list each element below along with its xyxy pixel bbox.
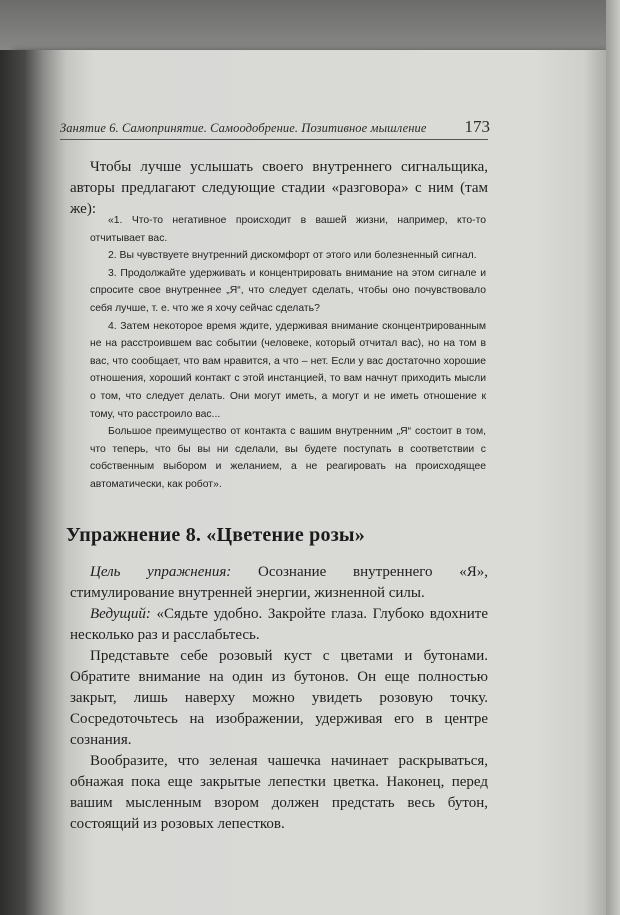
quote-paragraph-1: «1. Что-то негативное происходит в вашей жизни, например, кто-то отчитывает вас. (90, 215, 486, 244)
quote-paragraph-4: 4. Затем некоторое время ждите, удерживая внимание сконцентрированным не на расстроившем вас событии (человеке, который отчитал вас), но на том в вас, что сообщает, что вам нравится, а что – нет. Если у вас достаточно хорошие отношения, хороший контакт с этой инстанцией, то вам начнут приходить мысли о том, что следует делать. Они могут иметь, а могут и не иметь отношение к тому, что расстроило вас... (90, 320, 486, 420)
intro-paragraph: Чтобы лучше услышать своего внутреннего сигнальщика, авторы предлагают следующие стадии «разговора» с ним (там же): (70, 159, 488, 217)
header-rule (60, 139, 488, 140)
leader-text: «Сядьте удобно. Закройте глаза. Глубоко вдохните несколько раз и расслабьтесь. (70, 606, 488, 643)
goal-text: Осознание внутреннего «Я», стимулирование внутренней энергии, жизненной силы. (70, 564, 488, 601)
quote-paragraph-3: 3. Продолжайте удерживать и концентрировать внимание на этом сигнале и спросите свое внутреннее „Я“, что следует сделать, чтобы оно почувствовало себя лучше, т. е. что же я хочу сейчас сделать? (90, 267, 486, 314)
leader-label: Ведущий: (90, 606, 151, 622)
running-header (60, 117, 490, 137)
quote-paragraph-2: 2. Вы чувствуете внутренний дискомфорт от этого или болезненный сигнал. (108, 250, 477, 262)
quote-paragraph-5: Большое преимущество от контакта с вашим внутренним „Я“ состоит в том, что теперь, что бы вы ни сделали, вы будете поступать в соответствии с собственным выбором и желанием, а не реагировать на происходящее автоматически, как робот». (90, 426, 486, 490)
page-number: 173 (464, 117, 490, 136)
book-spine-shadow (0, 50, 26, 915)
exercise-heading: Упражнение 8. «Цветение розы» (66, 524, 365, 546)
quotation-block (90, 212, 486, 494)
leader-paragraph (70, 604, 488, 646)
goal-paragraph (70, 562, 488, 604)
exercise-paragraph-3: Представьте себе розовый куст с цветами и бутонами. Обратите внимание на один из бутонов. Он еще полностью закрыт, лишь наверху можно увидеть розовую точку. Сосредоточьтесь на изображении, удерживая его в центре сознания. (70, 648, 488, 748)
goal-label: Цель упражнения: (90, 564, 232, 580)
exercise-body (70, 562, 488, 835)
header-title: Занятие 6. Самопринятие. Самоодобрение. Позитивное мышление (60, 121, 427, 135)
page-edge (606, 0, 620, 915)
exercise-paragraph-4: Вообразите, что зеленая чашечка начинает раскрываться, обнажая пока еще закрытые лепестки цветка. Наконец, перед вашим мысленным взором должен предстать весь бутон, состоящий из розовых лепестков. (70, 753, 488, 832)
